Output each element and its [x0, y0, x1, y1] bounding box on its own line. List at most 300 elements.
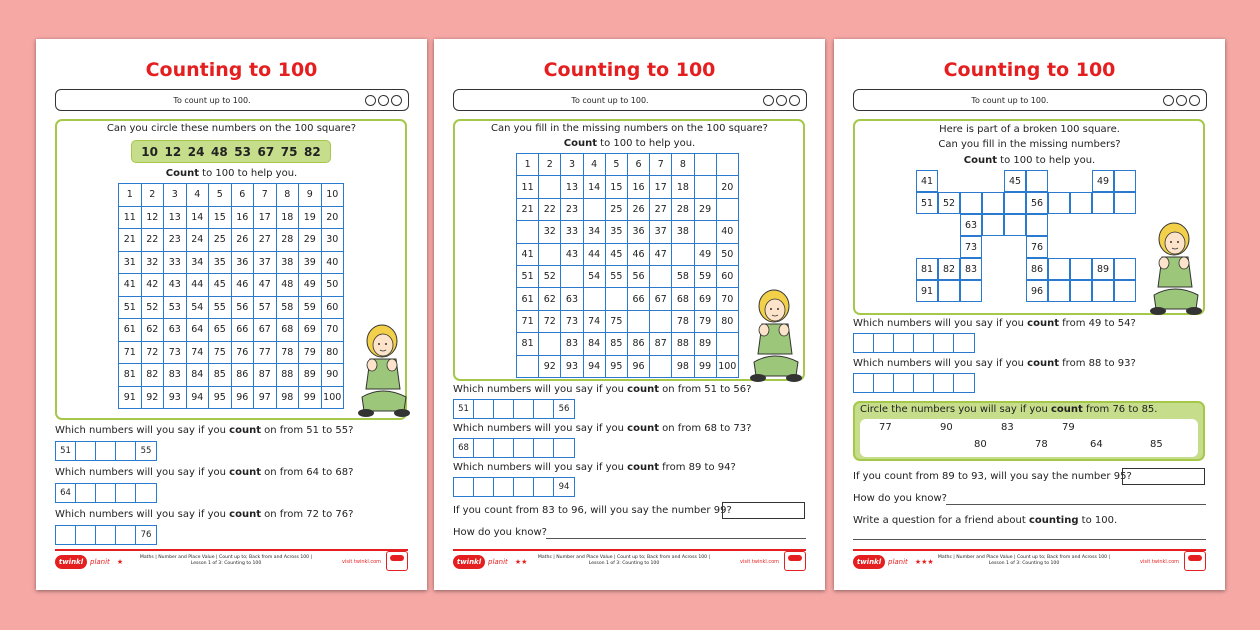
- circle-number[interactable]: 85: [1150, 439, 1163, 450]
- grid-cell[interactable]: [561, 265, 583, 287]
- activity-prompt-2: Can you fill in the missing numbers?: [938, 139, 1121, 150]
- grid-cell: 9: [299, 184, 322, 207]
- grid-cell: 56: [627, 265, 649, 287]
- answer-box[interactable]: [914, 334, 934, 352]
- grid-cell: 41: [119, 274, 142, 297]
- grid-cell: 87: [650, 333, 672, 355]
- answer-box[interactable]: [854, 374, 874, 392]
- grid-row: [119, 184, 344, 207]
- grid-row: [119, 206, 344, 229]
- grid-cell[interactable]: [517, 355, 539, 377]
- grid-cell: 52: [938, 192, 960, 214]
- grid-cell: 78: [276, 341, 299, 364]
- grid-cell: 75: [605, 310, 627, 332]
- grid-cell: 62: [141, 319, 164, 342]
- grid-cell: 53: [164, 296, 187, 319]
- grid-cell[interactable]: [583, 288, 605, 310]
- grid-row: [119, 386, 344, 409]
- grid-cell: 2: [141, 184, 164, 207]
- grid-cell: 81: [916, 258, 938, 280]
- grid-cell: 17: [650, 176, 672, 198]
- grid-cell[interactable]: [982, 214, 1004, 236]
- answer-box[interactable]: 51: [454, 400, 474, 418]
- grid-row: [119, 364, 344, 387]
- grid-cell: 80: [321, 341, 344, 364]
- grid-cell[interactable]: [627, 310, 649, 332]
- dot-icon: [391, 95, 402, 106]
- answer-box[interactable]: [474, 439, 494, 457]
- answer-boxes-2[interactable]: [55, 483, 157, 503]
- grid-cell: 77: [254, 341, 277, 364]
- grid-cell: 2: [539, 154, 561, 176]
- answer-box[interactable]: [494, 400, 514, 418]
- grid-cell[interactable]: [1114, 170, 1136, 192]
- grid-cell[interactable]: [517, 221, 539, 243]
- question-bold: count: [627, 423, 659, 434]
- grid-cell: 52: [539, 265, 561, 287]
- grid-cell: 27: [254, 229, 277, 252]
- difficulty-dots: [365, 95, 402, 106]
- grid-row: [517, 333, 739, 355]
- question-3: [55, 509, 353, 520]
- grid-cell: 45: [1004, 170, 1026, 192]
- yes-no-answer-box[interactable]: [1122, 468, 1205, 485]
- grid-cell[interactable]: [1048, 258, 1070, 280]
- grid-cell: 96: [1026, 280, 1048, 302]
- grid-cell: 89: [1092, 258, 1114, 280]
- grid-cell: 10: [321, 184, 344, 207]
- grid-cell[interactable]: [672, 243, 694, 265]
- grid-cell[interactable]: [650, 310, 672, 332]
- grid-cell[interactable]: [583, 198, 605, 220]
- question-text: from 49 to 54?: [1058, 318, 1136, 329]
- circle-number[interactable]: 78: [1035, 439, 1048, 450]
- grid-row: [517, 288, 739, 310]
- grid-cell: 86: [1026, 258, 1048, 280]
- answer-box[interactable]: 94: [558, 482, 570, 492]
- question-bold: count: [1027, 318, 1059, 329]
- question-text: to 100.: [1078, 515, 1118, 526]
- grid-cell: 68: [672, 288, 694, 310]
- grid-cell: 83: [960, 258, 982, 280]
- question-text: on from 51 to 55?: [260, 425, 354, 436]
- grid-cell[interactable]: [694, 154, 716, 176]
- logo-mark: twinkl: [55, 555, 87, 569]
- grid-cell: 6: [627, 154, 649, 176]
- grid-cell: 71: [517, 310, 539, 332]
- grid-cell: 1: [517, 154, 539, 176]
- grid-cell: 13: [561, 176, 583, 198]
- answer-boxes-1[interactable]: [853, 333, 975, 353]
- grid-cell: 56: [1026, 192, 1048, 214]
- grid-cell[interactable]: [1026, 214, 1048, 236]
- answer-box[interactable]: [534, 400, 554, 418]
- answer-box[interactable]: [454, 478, 474, 496]
- answer-box[interactable]: [934, 334, 954, 352]
- answer-box[interactable]: [116, 442, 136, 460]
- circle-number-area: [860, 419, 1198, 457]
- answer-box[interactable]: 64: [56, 484, 76, 502]
- answer-box[interactable]: [76, 526, 96, 544]
- grid-cell: 59: [694, 265, 716, 287]
- grid-cell[interactable]: [960, 192, 982, 214]
- grid-cell: 17: [254, 206, 277, 229]
- answer-box[interactable]: [874, 374, 894, 392]
- answer-boxes-1[interactable]: [453, 399, 575, 419]
- grid-cell: 67: [254, 319, 277, 342]
- answer-box[interactable]: 68: [454, 439, 474, 457]
- question-text: on from 68 to 73?: [658, 423, 752, 434]
- grid-cell[interactable]: [1048, 280, 1070, 302]
- grid-cell: 37: [650, 221, 672, 243]
- grid-cell: 63: [164, 319, 187, 342]
- grid-cell: 37: [254, 251, 277, 274]
- answer-boxes-1[interactable]: [55, 441, 157, 461]
- grid-row: [119, 251, 344, 274]
- activity-prompt: Here is part of a broken 100 square.: [939, 124, 1120, 135]
- grid-cell[interactable]: [539, 243, 561, 265]
- answer-box[interactable]: [874, 334, 894, 352]
- difficulty-dots: [1163, 95, 1200, 106]
- count-hint-rest: to 100 to help you.: [199, 168, 298, 179]
- answer-boxes-2[interactable]: [453, 438, 575, 458]
- grid-cell: 74: [186, 341, 209, 364]
- answer-box[interactable]: [494, 439, 514, 457]
- grid-cell: 83: [164, 364, 187, 387]
- grid-cell: 61: [119, 319, 142, 342]
- question-bold: count: [229, 425, 261, 436]
- question-2: [453, 423, 751, 434]
- grid-cell: 58: [672, 265, 694, 287]
- grid-cell: 49: [299, 274, 322, 297]
- activity-prompt: Can you circle these numbers on the 100 square?: [106, 123, 357, 134]
- grid-row: [517, 221, 739, 243]
- grid-cell: 91: [916, 280, 938, 302]
- grid-cell: 23: [561, 198, 583, 220]
- circle-task-panel: [853, 401, 1205, 461]
- grid-cell[interactable]: [1070, 280, 1092, 302]
- answer-boxes-3[interactable]: [453, 477, 575, 497]
- grid-cell: 88: [276, 364, 299, 387]
- answer-box[interactable]: [136, 484, 156, 502]
- answer-box[interactable]: 76: [140, 530, 152, 540]
- dot-icon: [1176, 95, 1187, 106]
- grid-cell: 32: [141, 251, 164, 274]
- answer-box[interactable]: [854, 334, 874, 352]
- grid-cell: 4: [583, 154, 605, 176]
- grid-cell[interactable]: [1114, 192, 1136, 214]
- grid-cell: 20: [321, 206, 344, 229]
- grid-cell: 44: [583, 243, 605, 265]
- grid-row: [517, 310, 739, 332]
- answer-box[interactable]: [76, 442, 96, 460]
- footer-text: Maths | Number and Place Value | Count up to; Back from and Across 100 | Lesson 1 of 3: Counting to 100: [937, 555, 1111, 567]
- grid-cell: 46: [231, 274, 254, 297]
- grid-cell: 14: [583, 176, 605, 198]
- grid-cell: 5: [605, 154, 627, 176]
- grid-cell: 54: [583, 265, 605, 287]
- grid-cell: 49: [1092, 170, 1114, 192]
- grid-cell: 88: [672, 333, 694, 355]
- answer-box[interactable]: [96, 526, 116, 544]
- circle-number[interactable]: 64: [1090, 439, 1103, 450]
- circle-number[interactable]: 80: [974, 439, 987, 450]
- footer-url[interactable]: visit twinkl.com: [1140, 559, 1180, 565]
- question-text: Which numbers will you say if you: [453, 384, 628, 395]
- grid-cell[interactable]: [1026, 170, 1048, 192]
- grid-cell: 93: [164, 386, 187, 409]
- question-bold: count: [1027, 358, 1059, 369]
- grid-cell: 66: [627, 288, 649, 310]
- difficulty-dots: [763, 95, 800, 106]
- grid-cell: 31: [119, 251, 142, 274]
- twinkl-logo: [453, 555, 527, 569]
- answer-box[interactable]: [474, 478, 494, 496]
- circle-number[interactable]: 83: [1001, 422, 1014, 433]
- question-text: Which numbers will you say if you: [453, 462, 628, 473]
- grid-cell[interactable]: [1092, 192, 1114, 214]
- grid-cell: 15: [209, 206, 232, 229]
- grid-cell[interactable]: [650, 355, 672, 377]
- answer-box[interactable]: [116, 526, 136, 544]
- count-hint: [36, 168, 427, 179]
- grid-row: [119, 341, 344, 364]
- question-text: from 89 to 94?: [658, 462, 736, 473]
- grid-cell: 8: [276, 184, 299, 207]
- target-number: 75: [280, 144, 298, 159]
- grid-cell: 83: [561, 333, 583, 355]
- grid-cell: 18: [672, 176, 694, 198]
- grid-cell: 39: [299, 251, 322, 274]
- grid-cell: 60: [716, 265, 738, 287]
- answer-box[interactable]: [76, 484, 96, 502]
- grid-cell[interactable]: [694, 221, 716, 243]
- grid-cell[interactable]: [650, 265, 672, 287]
- girl-illustration: [358, 319, 410, 421]
- count-hint-bold: Count: [165, 168, 199, 179]
- grid-cell: 71: [119, 341, 142, 364]
- grid-cell: 36: [627, 221, 649, 243]
- circle-task-bold: count: [1050, 404, 1083, 415]
- grid-cell: 46: [627, 243, 649, 265]
- grid-cell: 81: [517, 333, 539, 355]
- question-write: [853, 515, 1117, 526]
- answer-box[interactable]: [914, 374, 934, 392]
- question-bold: count: [229, 509, 261, 520]
- grid-cell: 63: [960, 214, 982, 236]
- grid-cell: 23: [164, 229, 187, 252]
- question-text: Which numbers will you say if you: [853, 318, 1028, 329]
- answer-box[interactable]: [934, 374, 954, 392]
- circle-number[interactable]: 79: [1062, 422, 1075, 433]
- grid-cell: 90: [321, 364, 344, 387]
- grid-cell: 62: [539, 288, 561, 310]
- answer-box[interactable]: [96, 484, 116, 502]
- grid-cell[interactable]: [938, 280, 960, 302]
- grid-cell: 44: [186, 274, 209, 297]
- answer-box[interactable]: [514, 439, 534, 457]
- question-text: Which numbers will you say if you: [55, 509, 230, 520]
- grid-cell: 55: [605, 265, 627, 287]
- hundred-square: [516, 153, 739, 378]
- grid-cell[interactable]: [1114, 280, 1136, 302]
- answer-box[interactable]: [96, 442, 116, 460]
- grid-cell: 99: [299, 386, 322, 409]
- question-text: on from 51 to 56?: [658, 384, 752, 395]
- grid-cell[interactable]: [1092, 280, 1114, 302]
- grid-cell: 25: [209, 229, 232, 252]
- grid-cell: 3: [561, 154, 583, 176]
- star-icon: ★: [116, 558, 124, 566]
- grid-cell: 92: [141, 386, 164, 409]
- grid-cell: 11: [517, 176, 539, 198]
- grid-cell: 29: [694, 198, 716, 220]
- circle-number[interactable]: 77: [879, 422, 892, 433]
- footer-text: Maths | Number and Place Value | Count up to; Back from and Across 100 | Lesson 1 of 3: Counting to 100: [139, 555, 313, 567]
- target-number: 48: [211, 144, 228, 159]
- grid-cell[interactable]: [716, 154, 738, 176]
- answer-box[interactable]: [554, 439, 574, 457]
- grid-cell: 50: [321, 274, 344, 297]
- grid-cell: 41: [517, 243, 539, 265]
- grid-cell: 16: [231, 206, 254, 229]
- grid-cell: 79: [694, 310, 716, 332]
- grid-cell: 69: [299, 319, 322, 342]
- grid-cell[interactable]: [539, 333, 561, 355]
- answer-box[interactable]: [894, 334, 914, 352]
- circle-task-text: from 76 to 85.: [1082, 404, 1158, 415]
- grid-cell: 35: [209, 251, 232, 274]
- grid-cell: 73: [960, 236, 982, 258]
- grid-cell: 65: [209, 319, 232, 342]
- grid-cell: 96: [627, 355, 649, 377]
- grid-cell[interactable]: [1070, 258, 1092, 280]
- grid-cell: 63: [561, 288, 583, 310]
- grid-cell: 38: [672, 221, 694, 243]
- planit-label: planit: [888, 558, 908, 566]
- grid-row: [119, 274, 344, 297]
- grid-cell: 79: [299, 341, 322, 364]
- answer-line[interactable]: [853, 539, 1206, 540]
- grid-cell[interactable]: [1048, 192, 1070, 214]
- grid-cell[interactable]: [1070, 192, 1092, 214]
- answer-boxes-2[interactable]: [853, 373, 975, 393]
- dot-icon: [1189, 95, 1200, 106]
- grid-row: [119, 319, 344, 342]
- grid-cell: 97: [254, 386, 277, 409]
- footer-url[interactable]: visit twinkl.com: [342, 559, 382, 565]
- answer-box[interactable]: [474, 400, 494, 418]
- answer-box[interactable]: 55: [140, 446, 152, 456]
- grid-cell[interactable]: [716, 198, 738, 220]
- answer-box[interactable]: [514, 478, 534, 496]
- grid-cell[interactable]: [716, 333, 738, 355]
- footer-divider: [853, 549, 1206, 551]
- grid-cell[interactable]: [982, 192, 1004, 214]
- grid-cell[interactable]: [694, 176, 716, 198]
- grid-cell: 95: [209, 386, 232, 409]
- objective-bar: [853, 89, 1207, 111]
- answer-box[interactable]: [514, 400, 534, 418]
- grid-cell: 73: [561, 310, 583, 332]
- grid-cell: 60: [321, 296, 344, 319]
- footer-divider: [453, 549, 806, 551]
- grid-cell: 42: [141, 274, 164, 297]
- question-2: [853, 358, 1136, 369]
- grid-cell: 76: [1026, 236, 1048, 258]
- grid-cell[interactable]: [960, 280, 982, 302]
- answer-boxes-3[interactable]: [55, 525, 157, 545]
- page-title: Counting to 100: [145, 59, 318, 81]
- grid-cell[interactable]: [539, 176, 561, 198]
- grid-cell[interactable]: [605, 288, 627, 310]
- grid-cell: 94: [583, 355, 605, 377]
- worksheet-3: [834, 39, 1225, 590]
- answer-box[interactable]: [534, 439, 554, 457]
- answer-box[interactable]: 56: [558, 404, 570, 414]
- footer-url[interactable]: visit twinkl.com: [740, 559, 780, 565]
- answer-box[interactable]: [534, 478, 554, 496]
- grid-cell: 26: [231, 229, 254, 252]
- question-text: Which numbers will you say if you: [55, 425, 230, 436]
- grid-cell: 34: [583, 221, 605, 243]
- grid-cell: 94: [186, 386, 209, 409]
- grid-cell[interactable]: [1004, 192, 1026, 214]
- grid-cell: 73: [164, 341, 187, 364]
- grid-cell: 58: [276, 296, 299, 319]
- grid-cell: 40: [321, 251, 344, 274]
- grid-cell: 61: [517, 288, 539, 310]
- grid-row: [119, 296, 344, 319]
- twinkl-logo: [853, 555, 934, 569]
- answer-box[interactable]: [954, 334, 974, 352]
- answer-box[interactable]: 51: [56, 442, 76, 460]
- grid-cell: 16: [627, 176, 649, 198]
- question-bold: count: [627, 462, 659, 473]
- answer-box[interactable]: [894, 374, 914, 392]
- grid-cell: 27: [650, 198, 672, 220]
- grid-cell: 75: [209, 341, 232, 364]
- answer-box[interactable]: [56, 526, 76, 544]
- grid-cell: 35: [605, 221, 627, 243]
- grid-cell: 86: [231, 364, 254, 387]
- grid-cell: 26: [627, 198, 649, 220]
- yes-no-answer-box[interactable]: [722, 502, 805, 519]
- girl-illustration: [1150, 217, 1202, 319]
- target-number: 24: [187, 144, 205, 159]
- circle-number[interactable]: 90: [940, 422, 953, 433]
- footer-divider: [55, 549, 408, 551]
- answer-line[interactable]: [946, 504, 1206, 505]
- grid-cell: 87: [254, 364, 277, 387]
- grid-cell: 51: [517, 265, 539, 287]
- grid-cell: 57: [254, 296, 277, 319]
- grid-cell[interactable]: [1004, 214, 1026, 236]
- grid-cell[interactable]: [1114, 258, 1136, 280]
- answer-box[interactable]: [494, 478, 514, 496]
- count-hint-bold: Count: [563, 138, 597, 149]
- grid-cell: 34: [186, 251, 209, 274]
- grid-cell: 41: [916, 170, 938, 192]
- grid-cell: 47: [254, 274, 277, 297]
- dot-icon: [378, 95, 389, 106]
- answer-line[interactable]: [546, 538, 806, 539]
- answer-box[interactable]: [116, 484, 136, 502]
- question-1: [453, 384, 751, 395]
- planit-label: planit: [90, 558, 110, 566]
- answer-box[interactable]: [954, 374, 974, 392]
- grid-cell: 98: [276, 386, 299, 409]
